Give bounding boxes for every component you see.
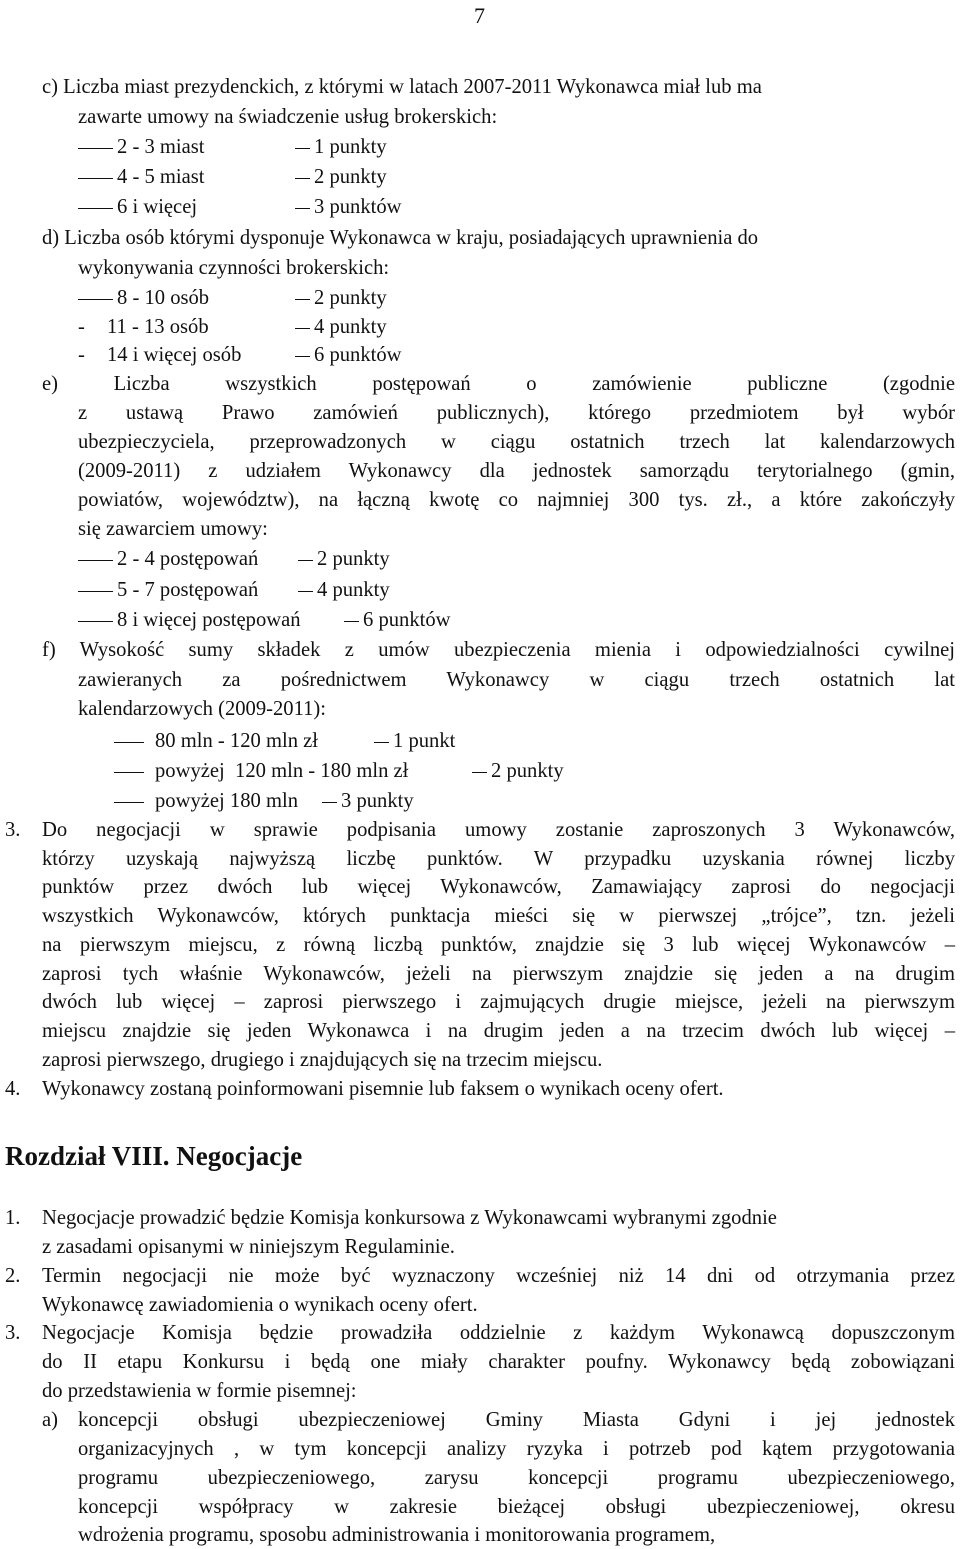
list-item [78,610,117,631]
point-3-line-9: zaprosi pierwszego, drugiego i znajdujących się na trzecim miejscu. [42,1049,603,1071]
list-number: 4. [5,1078,21,1100]
neg-3a-line-5: wdrożenia programu, sposobu administrowania i monitorowania programem, [78,1524,716,1546]
range: 2 - 3 miast [117,136,205,158]
point-3-line-8: miejscu znajdzie się jeden Wykonawca i na drugim jeden a na trzecim dwóch lub więcej – [42,1020,955,1042]
neg-3a-line-3: programu ubezpieczeniowego, zarysu koncepcji programu ubezpieczeniowego, [78,1467,955,1489]
list-item [78,137,117,158]
point-3-line-1: Do negocjacji w sprawie podpisania umowy zostanie zaproszonych 3 Wykonawców, [42,819,955,841]
points [298,549,390,570]
neg-3-line-3: do przedstawienia w formie pisemnej: [42,1380,357,1402]
section-e-line-1: e) Liczba wszystkich postępowań o zamówienie publiczne (zgodnie [42,373,955,395]
points-text: 2 punkty [317,548,390,570]
list-item [78,167,117,188]
list-label: a) [42,1409,58,1431]
dash-icon [322,802,337,804]
points [295,167,387,188]
range: 6 i więcej [117,196,198,218]
dash-bullet-icon [78,560,113,562]
points [374,731,455,752]
dash-icon [374,742,389,744]
page-number: 7 [474,3,485,28]
dash-bullet-icon [78,148,113,150]
points-text: 2 punkty [314,166,387,188]
neg-3-line-2: do II etapu Konkursu i będą one miały charakter poufny. Wykonawcy będą zobowiązani [42,1351,955,1373]
section-f-line-3: kalendarzowych (2009-2011): [78,698,326,720]
points [295,137,387,158]
range: 5 - 7 postępowań [117,579,259,601]
list-item [114,791,148,812]
range: 14 i więcej osób [107,344,242,366]
list-item [114,731,148,752]
section-e-line-2: z ustawą Prawo zamówień publicznych), którego przedmiotem był wybór [78,402,955,424]
section-e-line-3: ubezpieczyciela, przeprowadzonych w ciągu ostatnich trzech lat kalendarzowych [78,431,955,453]
dash-bullet-icon [78,178,113,180]
list-item [78,549,117,570]
points-text: 1 punkt [393,730,456,752]
dash-bullet-icon [78,591,113,593]
list-item-prefix: - [78,316,85,338]
dash-icon [298,560,313,562]
section-f-line-2: zawieranych za pośrednictwem Wykonawcy w ciągu trzech ostatnich lat [78,669,955,691]
points [344,610,451,631]
dash-icon [472,772,487,774]
range: 11 - 13 osób [107,316,209,338]
points-text: 3 punkty [341,790,414,812]
dash-icon [295,178,310,180]
dash-bullet-icon [114,742,144,744]
chapter-heading: Rozdział VIII. Negocjacje [5,1141,303,1171]
section-c-line-2: zawarte umowy na świadczenie usług brokerskich: [78,106,498,128]
dash-bullet-icon [114,802,144,804]
list-number: 3. [5,1322,21,1344]
neg-1-line-1: Negocjacje prowadzić będzie Komisja konkursowa z Wykonawcami wybranymi zgodnie [42,1207,777,1229]
points-text: 4 punkty [317,579,390,601]
points [322,791,414,812]
dash-bullet-icon [114,772,144,774]
section-c-line-1: c) Liczba miast prezydenckich, z którymi w latach 2007-2011 Wykonawca miał lub ma [42,76,762,98]
section-f-line-1: f) Wysokość sumy składek z umów ubezpieczenia mienia i odpowiedzialności cywilnej [42,639,955,661]
section-e-line-4: (2009-2011) z udziałem Wykonawcy dla jednostek samorządu terytorialnego (gmin, [78,460,955,482]
dash-bullet-icon [78,208,113,210]
points [295,288,387,309]
points-text: 2 punkty [491,760,564,782]
point-3-line-4: wszystkich Wykonawców, których punktacja mieści się w pierwszej „trójce”, tzn. jeżeli [42,905,955,927]
dash-icon [295,208,310,210]
range: powyżej 120 mln - 180 mln zł [155,760,409,782]
points [295,345,402,366]
points-text: 2 punkty [314,287,387,309]
point-3-line-3: punktów przez dwóch lub więcej Wykonawców, Zamawiający zaprosi do negocjacji [42,876,955,898]
points-text: 3 punktów [314,196,402,218]
neg-2-line-2: Wykonawcę zawiadomienia o wynikach oceny ofert. [42,1294,478,1316]
dash-icon [295,299,310,301]
point-4-text: Wykonawcy zostaną poinformowani pisemnie lub faksem o wynikach oceny ofert. [42,1078,724,1100]
points-text: 6 punktów [314,344,402,366]
points-text: 4 punkty [314,316,387,338]
point-3-line-6: zaprosi tych właśnie Wykonawców, jeżeli na pierwszym znajdzie się jeden a na drugim [42,963,955,985]
list-number: 2. [5,1265,21,1287]
neg-3a-line-4: koncepcji współpracy w zakresie bieżącej obsługi ubezpieczeniowej, okresu [78,1496,955,1518]
point-3-line-7: dwóch lub więcej – zaprosi pierwszego i zajmujących drugie miejsce, jeżeli na pierwszym [42,991,955,1013]
neg-3-line-1: Negocjacje Komisja będzie prowadziła oddzielnie z każdym Wykonawcą dopuszczonym [42,1322,955,1344]
points [472,761,564,782]
dash-bullet-icon [78,621,113,623]
section-e-line-5: powiatów, województw), na łączną kwotę co najmniej 300 tys. zł., a które zakończyły [78,489,955,511]
range: 8 i więcej postępowań [117,609,301,631]
section-d-line-1: d) Liczba osób którymi dysponuje Wykonawca w kraju, posiadających uprawnienia do [42,227,759,249]
neg-3a-line-2: organizacyjnych , w tym koncepcji analizy ryzyka i potrzeb pod kątem przygotowania [78,1438,955,1460]
dash-icon [295,328,310,330]
range: powyżej 180 mln [155,790,298,812]
points-text: 1 punkty [314,136,387,158]
section-d-line-2: wykonywania czynności brokerskich: [78,257,390,279]
points [298,580,390,601]
point-3-line-2: którzy uzyskają najwyższą liczbę punktów. W przypadku uzyskania równej liczby [42,848,955,870]
list-item [78,197,117,218]
points-text: 6 punktów [363,609,451,631]
dash-icon [295,148,310,150]
dash-bullet-icon [78,299,113,301]
section-e-line-6: się zawarciem umowy: [78,518,268,540]
list-number: 1. [5,1207,21,1229]
list-item [114,761,148,782]
range: 80 mln - 120 mln zł [155,730,319,752]
dash-icon [295,356,310,358]
neg-1-line-2: z zasadami opisanymi w niniejszym Regulaminie. [42,1236,455,1258]
range: 2 - 4 postępowań [117,548,259,570]
range: 4 - 5 miast [117,166,205,188]
neg-2-line-1: Termin negocjacji nie może być wyznaczony wcześniej niż 14 dni od otrzymania przez [42,1265,955,1287]
dash-icon [298,591,313,593]
dash-icon [344,621,359,623]
list-item [78,288,117,309]
point-3-line-5: na pierwszym miejscu, z równą liczbą punktów, znajdzie się 3 lub więcej Wykonawców – [42,934,955,956]
list-number: 3. [5,819,21,841]
range: 8 - 10 osób [117,287,210,309]
list-item [78,580,117,601]
list-item-prefix: - [78,344,85,366]
neg-3a-line-1: koncepcji obsługi ubezpieczeniowej Gminy Miasta Gdyni i jej jednostek [78,1409,955,1431]
points [295,317,387,338]
points [295,197,402,218]
